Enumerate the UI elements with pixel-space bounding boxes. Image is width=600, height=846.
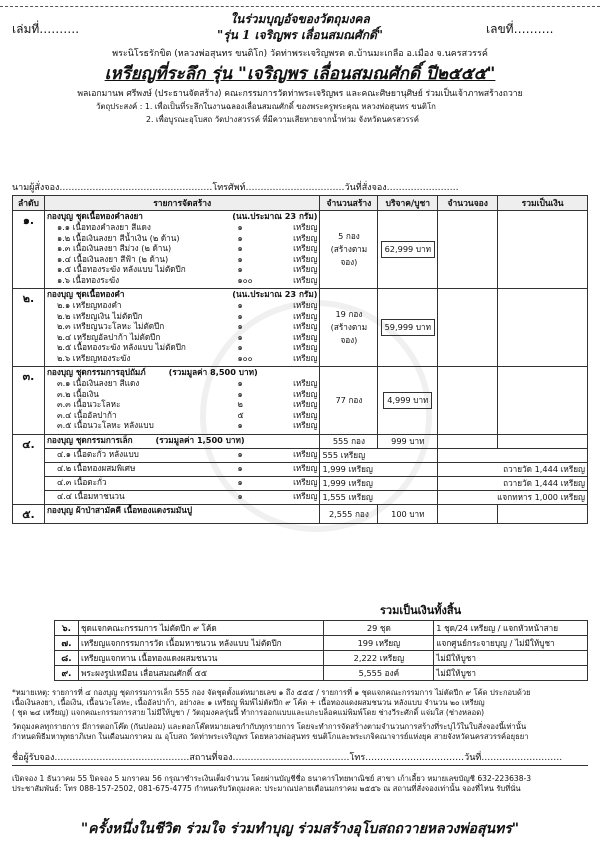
group-weight: (นน.ประมาณ 23 กรัม): [232, 289, 318, 299]
row-note: ไม่มีให้บูชา: [434, 666, 588, 681]
table-row: [13, 505, 588, 524]
reserve-cell[interactable]: [438, 289, 498, 367]
list-item: ๒.๖ เหรียญทองระฆัง: [56, 352, 131, 363]
book-number: เล่มที่……….: [12, 22, 80, 36]
item-qty: 555 เหรียญ: [320, 449, 438, 463]
remarks: *หมายเหตุ: รายการที่ ๔ กองบุญ ชุดกรรมการเล็ก 555 กอง จัดชุดตั้งแต่หมายเลข ๑ ถึง ๕๕๕ / รายการที่ ๑ ชุดแจกคณะกรรมการ ไม่ตัดปีก ๙ โค้ด ประกอบด้วย เนื้อเงินลงยา, เนื้อเงิน, เนื้อนวะโลหะ, เนื้ออัลปาก้า, อย่างละ ๑ เหรียญ พิมพ์ไม่ตัดปีก ๙ โค้ด + เนื้อทองแดงผสมชนวน หลังแบบ จำนวน ๒๐ เหรียญ ( ชุด ๒๔ เหรียญ) แจกคณะกรรมการสาย ไม่มีให้บูชา / วัตถุมงคลรุ่นนี้ ทำการออกแบบและแกะบล็อคแม่พิมพ์โดย ช่างวีระศักดิ์ แจ่มใส (ช่างหลอด): [12, 688, 531, 717]
list-item: ๓.๓ เนื้อนวะโลหะ: [56, 399, 121, 409]
col-header: จำนวนจอง: [438, 196, 498, 211]
grand-total-label: รวมเป็นเงินทั้งสิ้น: [380, 604, 462, 617]
table-row: ๔.๑ เนื้อตะกั่ว หลังแบบ ๑ เหรียญ 555 เหรียญ: [13, 449, 588, 463]
row-qty: 199 เหรียญ: [324, 636, 434, 651]
list-item: ๓.๔ เนื้ออัลปาก้า: [56, 409, 117, 420]
price-cell: 62,999 บาท: [378, 211, 438, 289]
row-name: เหรียญแจกกรรมการวัด เนื้อมหาชนวน หลังแบบ ไม่ตัดปีก: [78, 636, 324, 651]
table-row: [13, 289, 588, 367]
header-line-1: ในร่วมบุญอัจของวัตถุมงคล: [230, 12, 370, 26]
footer-info: เปิดจอง 1 ธันวาคม 55 ปิดจอง 5 มกราคม 56 กรุณาชำระเงินเต็มจำนวน โดยผ่านบัญชีชื่อ ธนาคารไทยพาณิชย์ สาขา เก้าเลี้ยว หมายเลขบัญชี 632-223638-3 ประชาสัมพันธ์: โทร 088-157-2502, 081-675-4775 กำหนดรับวัตถุมงคล: ประมาณปลายเดือนมกราคม ๒๕๕๖ ณ สถานที่สั่งจองเท่านั้น จองที่ไหน รับที่นั่น: [12, 774, 532, 793]
row-qty: 29 ชุด: [324, 621, 434, 636]
list-item: ๒.๔ เหรียญอัลปาก้า ไม่ตัดปีก: [56, 331, 161, 342]
row-name: พระผงรูปเหมือน เลื่อนสมณศักดิ์ ๕๕: [78, 666, 324, 681]
group-weight: (รวมมูลค่า 8,500 บาท): [168, 367, 258, 377]
group-number: ๑.: [13, 211, 45, 289]
group-number: ๓.: [13, 367, 45, 435]
col-header: บริจาค/บูชา: [378, 196, 438, 211]
row-name: ชุดแจกคณะกรรมการ ไม่ตัดปีก ๙ โค้ด: [78, 621, 324, 636]
table-row: ๔.๓ เนื้อตะกั่ว ๑ เหรียญ 1,999 เหรียญ ถวายวัด 1,444 เหรียญ: [13, 477, 588, 491]
table-row: [13, 367, 588, 435]
divider: [12, 765, 588, 766]
table-row: ๙. พระผงรูปเหมือน เลื่อนสมณศักดิ์ ๕๕ 5,555 องค์ ไม่มีให้บูชา: [55, 666, 588, 681]
table-row: [13, 211, 588, 289]
giveaway-table: [54, 620, 588, 681]
footer-slogan: "ครั้งหนึ่งในชีวิต ร่วมใจ ร่วมทำบุญ ร่วมสร้างอุโบสถถวายหลวงพ่อสุนทร": [80, 821, 520, 837]
reserve-cell[interactable]: [438, 211, 498, 289]
serial-number: เลขที่……….: [486, 22, 554, 36]
group-title: กองบุญ ชุดกรรมการเล็ก: [46, 435, 133, 445]
list-item: ๔.๔ เนื้อมหาชนวน: [56, 491, 125, 501]
list-item: ๓.๕ เนื้อนวะโลหะ หลังแบบ: [56, 420, 154, 430]
receiver-line[interactable]: ชื่อผู้รับจอง………………………………………สถานที่จอง…………………………………โทร……………………………วันที่………………………: [12, 753, 563, 763]
group-number: ๕.: [13, 505, 45, 524]
qty-cell: 19 กอง (สร้างตามจอง): [320, 289, 378, 367]
item-extra: [438, 449, 588, 463]
item-extra: แจกทหาร 1,000 เหรียญ: [438, 491, 588, 505]
row-qty: 5,555 องค์: [324, 666, 434, 681]
group-items: กองบุญ ชุดเนื้อทองคำ (นน.ประมาณ 23 กรัม) ๒.๑ เหรียญทองคำ ๑ เหรียญ ๒.๒ เหรียญเงิน ไม่ตัดปีก ๑ เหรียญ ๒.๓ เหรียญนวะโลหะ ไม่ตัดปีก ๑ เหรียญ ๒.๔ เหรียญอัลปาก้า ไม่ตัดปีก ๑ เหรียญ ๒.๕ เนื้อทองระฆัง หลังแบบ ไม่ตัดปีก ๑ เหรียญ ๒.๖ เหรียญทองระฆัง ๑๐๐ เหรียญ: [44, 289, 319, 367]
list-item: ๔.๓ เนื้อตะกั่ว: [56, 477, 107, 487]
purpose-2: 2. เพื่อบูรณะอุโบสถ วัดปางสวรรค์ ที่มีความเสียหายจากน้ำท่วม จังหวัดนครสวรรค์: [146, 115, 419, 124]
reserve-cell[interactable]: [438, 505, 498, 524]
row-note: ไม่มีให้บูชา: [434, 651, 588, 666]
list-item: ๒.๓ เหรียญนวะโลหะ ไม่ตัดปีก: [56, 321, 165, 331]
col-header: ลำดับ: [13, 196, 45, 211]
group-title: กองบุญ ชุดกรรมการอุปถัมภ์: [46, 367, 146, 377]
reserve-cell[interactable]: [438, 367, 498, 435]
item-qty: 1,555 เหรียญ: [320, 491, 438, 505]
price-cell: 4,999 บาท: [378, 367, 438, 435]
row-qty: 2,222 เหรียญ: [324, 651, 434, 666]
item-qty: 1,999 เหรียญ: [320, 463, 438, 477]
qty-cell: 5 กอง (สร้างตามจอง): [320, 211, 378, 289]
qty-cell: 555 กอง: [320, 435, 378, 449]
row-name: เหรียญแจกทาน เนื้อทองแดงผสมชนวน: [78, 651, 324, 666]
list-item: ๒.๕ เนื้อทองระฆัง หลังแบบ ไม่ตัดปีก: [56, 342, 186, 352]
table-row: [13, 435, 588, 449]
row-note: 1 ชุด/24 เหรียญ / แจกหัวหน้าสาย: [434, 621, 588, 636]
group-number: ๒.: [13, 289, 45, 367]
temple-line: พระนิโรธรักขิต (หลวงพ่อสุนทร ขนติโก) วัดท่าพระเจริญพรต ต.บ้านมะเกลือ อ.เมือง จ.นครสวรรค์: [112, 49, 488, 59]
table-row: ๔.๒ เนื้อทองผสมพิเศษ ๑ เหรียญ 1,999 เหรียญ ถวายวัด 1,444 เหรียญ: [13, 463, 588, 477]
remarks-2: วัตถุมงคลทุกรายการ มีการตอกโค๊ต (กันปลอม) และตอกโค๊ตหมายเลขกำกับทุกรายการ โดยจะทำการจัดสร้างตามจำนวนการสร้างที่ระบุไว้ในใบสั่งจองนี้เท่านั้น กำหนดพิธีมหาพุทธาภิเษก ในเดือนมกราคม ณ อุโบสถ วัดท่าพระเจริญพร โดยหลวงพ่อสุนทร ขนติโกและพระเกจิคณาจารย์แห่งยุค สายจังหวัดนครสวรรค์อยุธยา: [12, 722, 529, 741]
list-item: ๑.๒ เนื้อเงินลงยา สีน้ำเงิน (๒ ด้าน): [56, 232, 180, 243]
group-weight: (นน.ประมาณ 23 กรัม): [232, 211, 318, 221]
total-cell[interactable]: [498, 435, 588, 449]
table-row: ๘. เหรียญแจกทาน เนื้อทองแดงผสมชนวน 2,222 เหรียญ ไม่มีให้บูชา: [55, 651, 588, 666]
group-items: กองบุญ ชุดเนื้อทองคำลงยา (นน.ประมาณ 23 กรัม) ๑.๑ เนื้อทองคำลงยา สีแดง ๑ เหรียญ ๑.๒ เนื้อเงินลงยา สีน้ำเงิน (๒ ด้าน) ๑ เหรียญ ๑.๓ เนื้อเงินลงยา สีม่วง (๒ ด้าน) ๑ เหรียญ ๑.๔ เนื้อเงินลงยา สีฟ้า (๒ ด้าน) ๑ เหรียญ ๑.๕ เนื้อทองระฆัง หลังแบบ ไม่ตัดปีก ๑ เหรียญ ๑.๖ เนื้อทองระฆัง ๑๐๐ เหรียญ: [44, 211, 319, 289]
row-note: แจกศูนย์กระจายบุญ / ไม่มีให้บูชา: [434, 636, 588, 651]
reserve-cell[interactable]: [438, 435, 498, 449]
col-header: จำนวนสร้าง: [320, 196, 378, 211]
price-cell: 100 บาท: [378, 505, 438, 524]
total-cell[interactable]: [498, 289, 588, 367]
list-item: ๔.๒ เนื้อทองผสมพิเศษ: [56, 463, 136, 473]
list-item: ๑.๕ เนื้อทองระฆัง หลังแบบ ไม่ตัดปีก: [56, 264, 186, 274]
list-item: ๓.๒ เนื้อเงิน: [56, 388, 99, 399]
list-item: ๒.๒ เหรียญเงิน ไม่ตัดปีก: [56, 310, 143, 321]
orderer-line[interactable]: นามผู้สั่งจอง……………………………………………โทรศัพท์……………………………วันที่สั่งจอง……………………: [12, 183, 459, 193]
header-line-2: "รุ่น 1 เจริญพร เลื่อนสมณศักดิ์": [216, 28, 384, 42]
qty-cell: 77 กอง: [320, 367, 378, 435]
list-item: ๓.๑ เนื้อเงินลงยา สีแดง: [56, 378, 140, 388]
sponsor-line: พลเอกมานพ ศรีพงษ์ (ประธานจัดสร้าง) คณะกรรมการวัดท่าพระเจริญพร และคณะศิษยานุศิษย์ ร่วมเป็นเจ้าภาพสร้างถวาย: [77, 89, 523, 99]
group-number: ๔.: [13, 435, 45, 505]
items-table: [12, 195, 588, 524]
table-row: ๖. ชุดแจกคณะกรรมการ ไม่ตัดปีก ๙ โค้ด 29 ชุด 1 ชุด/24 เหรียญ / แจกหัวหน้าสาย: [55, 621, 588, 636]
group-items: กองบุญ ชุดกรรมการอุปถัมภ์ (รวมมูลค่า 8,500 บาท) ๓.๑ เนื้อเงินลงยา สีแดง ๑ เหรียญ ๓.๒ เนื้อเงิน ๑ เหรียญ ๓.๓ เนื้อนวะโลหะ ๒ เหรียญ ๓.๔ เนื้ออัลปาก้า ๕ เหรียญ ๓.๕ เนื้อนวะโลหะ หลังแบบ ๑ เหรียญ: [44, 367, 319, 435]
cut-line: [0, 6, 600, 7]
page-title: เหรียญที่ระลึก รุ่น "เจริญพร เลื่อนสมณศักดิ์ ปี๒๕๕๕": [104, 64, 496, 84]
item-qty: 1,999 เหรียญ: [320, 477, 438, 491]
list-item: ๑.๖ เนื้อทองระฆัง: [56, 274, 120, 285]
total-cell[interactable]: [498, 505, 588, 524]
group-weight: (รวมมูลค่า 1,500 บาท): [155, 435, 245, 445]
list-item: ๑.๑ เนื้อทองคำลงยา สีแดง: [56, 222, 151, 232]
list-item: ๔.๑ เนื้อตะกั่ว หลังแบบ: [56, 449, 139, 459]
qty-cell: 2,555 กอง: [320, 505, 378, 524]
group-title: กองบุญ ชุดเนื้อทองคำ: [46, 289, 125, 299]
purpose-1: วัตถุประสงค์ : 1. เพื่อเป็นที่ระลึกในงานฉลองเลื่อนสมณศักดิ์ ของพระครูพระคุณ หลวงพ่อสุนทร ขนติโก: [96, 102, 436, 111]
table-row: ๔.๔ เนื้อมหาชนวน ๑ เหรียญ 1,555 เหรียญ แจกทหาร 1,000 เหรียญ: [13, 491, 588, 505]
group-title: กองบุญ ผ้าป่าสามัคคี เนื้อทองแดงรมมันปู: [44, 505, 319, 524]
list-item: ๒.๑ เหรียญทองคำ: [56, 300, 122, 310]
item-extra: ถวายวัด 1,444 เหรียญ: [438, 463, 588, 477]
group-title: กองบุญ ชุดเนื้อทองคำลงยา: [46, 211, 143, 221]
col-header: รวมเป็นเงิน: [498, 196, 588, 211]
table-header-row: [13, 196, 588, 211]
price-cell: 999 บาท: [378, 435, 438, 449]
list-item: ๑.๔ เนื้อเงินลงยา สีฟ้า (๒ ด้าน): [56, 253, 169, 264]
total-cell[interactable]: [498, 211, 588, 289]
item-extra: ถวายวัด 1,444 เหรียญ: [438, 477, 588, 491]
total-cell[interactable]: [498, 367, 588, 435]
col-header: รายการจัดสร้าง: [44, 196, 319, 211]
price-cell: 59,999 บาท: [378, 289, 438, 367]
list-item: ๑.๓ เนื้อเงินลงยา สีม่วง (๒ ด้าน): [56, 243, 172, 253]
table-row: ๗. เหรียญแจกกรรมการวัด เนื้อมหาชนวน หลังแบบ ไม่ตัดปีก 199 เหรียญ แจกศูนย์กระจายบุญ / ไม่มีให้บูชา: [55, 636, 588, 651]
